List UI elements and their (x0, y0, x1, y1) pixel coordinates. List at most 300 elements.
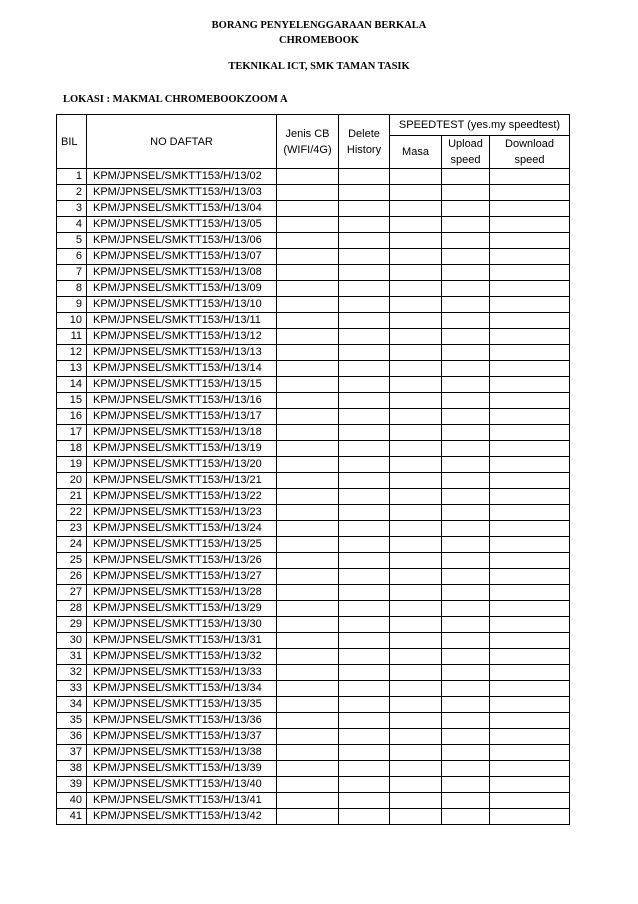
cell-bil: 24 (57, 537, 87, 553)
cell-bil: 17 (57, 425, 87, 441)
cell-jenis-cb[interactable] (277, 713, 339, 729)
cell-delete-history[interactable] (339, 169, 390, 185)
table-row (57, 313, 570, 329)
cell-download-speed[interactable] (490, 265, 570, 281)
cell-delete-history[interactable] (339, 425, 390, 441)
table-row (57, 393, 570, 409)
table-row (57, 761, 570, 777)
cell-download-speed[interactable] (490, 601, 570, 617)
cell-no-daftar: KPM/JPNSEL/SMKTT153/H/13/42 (87, 809, 277, 825)
cell-download-speed[interactable] (490, 809, 570, 825)
cell-download-speed[interactable] (490, 425, 570, 441)
cell-no-daftar: KPM/JPNSEL/SMKTT153/H/13/02 (87, 169, 277, 185)
cell-delete-history[interactable] (339, 409, 390, 425)
cell-delete-history[interactable] (339, 553, 390, 569)
cell-bil: 14 (57, 377, 87, 393)
table-row (57, 217, 570, 233)
cell-jenis-cb[interactable] (277, 665, 339, 681)
cell-jenis-cb[interactable] (277, 249, 339, 265)
cell-masa[interactable] (390, 665, 442, 681)
table-row (57, 409, 570, 425)
cell-jenis-cb[interactable] (277, 217, 339, 233)
cell-upload-speed[interactable] (442, 585, 490, 601)
cell-masa[interactable] (390, 553, 442, 569)
cell-download-speed[interactable] (490, 617, 570, 633)
cell-masa[interactable] (390, 729, 442, 745)
table-row (57, 377, 570, 393)
cell-download-speed[interactable] (490, 233, 570, 249)
cell-masa[interactable] (390, 585, 442, 601)
cell-no-daftar: KPM/JPNSEL/SMKTT153/H/13/29 (87, 601, 277, 617)
cell-upload-speed[interactable] (442, 233, 490, 249)
cell-upload-speed[interactable] (442, 249, 490, 265)
cell-jenis-cb[interactable] (277, 313, 339, 329)
cell-bil: 13 (57, 361, 87, 377)
cell-no-daftar: KPM/JPNSEL/SMKTT153/H/13/12 (87, 329, 277, 345)
cell-upload-speed[interactable] (442, 169, 490, 185)
cell-upload-speed[interactable] (442, 185, 490, 201)
table-row (57, 729, 570, 745)
cell-upload-speed[interactable] (442, 713, 490, 729)
header-jenis-cb-line2: (WIFI/4G) (283, 143, 332, 156)
cell-upload-speed[interactable] (442, 457, 490, 473)
cell-bil: 19 (57, 457, 87, 473)
cell-upload-speed[interactable] (442, 393, 490, 409)
cell-upload-speed[interactable] (442, 521, 490, 537)
cell-bil: 32 (57, 665, 87, 681)
cell-download-speed[interactable] (490, 553, 570, 569)
cell-masa[interactable] (390, 457, 442, 473)
cell-delete-history[interactable] (339, 489, 390, 505)
cell-upload-speed[interactable] (442, 489, 490, 505)
cell-jenis-cb[interactable] (277, 169, 339, 185)
cell-download-speed[interactable] (490, 345, 570, 361)
cell-bil: 34 (57, 697, 87, 713)
header-no-daftar: NO DAFTAR (87, 115, 277, 169)
cell-delete-history[interactable] (339, 777, 390, 793)
cell-masa[interactable] (390, 697, 442, 713)
cell-upload-speed[interactable] (442, 761, 490, 777)
cell-bil: 5 (57, 233, 87, 249)
cell-masa[interactable] (390, 265, 442, 281)
table-row (57, 265, 570, 281)
table-row (57, 793, 570, 809)
cell-masa[interactable] (390, 441, 442, 457)
cell-delete-history[interactable] (339, 505, 390, 521)
table-row (57, 617, 570, 633)
cell-no-daftar: KPM/JPNSEL/SMKTT153/H/13/28 (87, 585, 277, 601)
cell-download-speed[interactable] (490, 777, 570, 793)
cell-masa[interactable] (390, 473, 442, 489)
cell-masa[interactable] (390, 809, 442, 825)
cell-bil: 10 (57, 313, 87, 329)
cell-no-daftar: KPM/JPNSEL/SMKTT153/H/13/17 (87, 409, 277, 425)
cell-jenis-cb[interactable] (277, 777, 339, 793)
cell-no-daftar: KPM/JPNSEL/SMKTT153/H/13/40 (87, 777, 277, 793)
cell-no-daftar: KPM/JPNSEL/SMKTT153/H/13/18 (87, 425, 277, 441)
cell-jenis-cb[interactable] (277, 441, 339, 457)
cell-jenis-cb[interactable] (277, 681, 339, 697)
cell-download-speed[interactable] (490, 537, 570, 553)
cell-jenis-cb[interactable] (277, 569, 339, 585)
cell-masa[interactable] (390, 537, 442, 553)
cell-no-daftar: KPM/JPNSEL/SMKTT153/H/13/35 (87, 697, 277, 713)
header-download-speed (490, 136, 570, 169)
cell-jenis-cb[interactable] (277, 473, 339, 489)
cell-masa[interactable] (390, 649, 442, 665)
cell-download-speed[interactable] (490, 521, 570, 537)
cell-jenis-cb[interactable] (277, 617, 339, 633)
cell-delete-history[interactable] (339, 377, 390, 393)
cell-upload-speed[interactable] (442, 377, 490, 393)
cell-upload-speed[interactable] (442, 777, 490, 793)
cell-bil: 35 (57, 713, 87, 729)
cell-masa[interactable] (390, 409, 442, 425)
cell-jenis-cb[interactable] (277, 697, 339, 713)
cell-download-speed[interactable] (490, 185, 570, 201)
cell-masa[interactable] (390, 281, 442, 297)
cell-delete-history[interactable] (339, 601, 390, 617)
cell-delete-history[interactable] (339, 809, 390, 825)
cell-delete-history[interactable] (339, 233, 390, 249)
cell-download-speed[interactable] (490, 313, 570, 329)
cell-delete-history[interactable] (339, 185, 390, 201)
cell-bil: 33 (57, 681, 87, 697)
cell-no-daftar: KPM/JPNSEL/SMKTT153/H/13/26 (87, 553, 277, 569)
cell-bil: 20 (57, 473, 87, 489)
cell-jenis-cb[interactable] (277, 809, 339, 825)
cell-upload-speed[interactable] (442, 569, 490, 585)
header-jenis-cb-line1: Jenis CB (285, 127, 330, 140)
header-jenis-cb (277, 115, 339, 169)
cell-no-daftar: KPM/JPNSEL/SMKTT153/H/13/21 (87, 473, 277, 489)
cell-download-speed[interactable] (490, 697, 570, 713)
cell-masa[interactable] (390, 777, 442, 793)
cell-upload-speed[interactable] (442, 537, 490, 553)
cell-download-speed[interactable] (490, 665, 570, 681)
cell-delete-history[interactable] (339, 569, 390, 585)
cell-masa[interactable] (390, 233, 442, 249)
table-row (57, 441, 570, 457)
cell-bil: 21 (57, 489, 87, 505)
cell-jenis-cb[interactable] (277, 601, 339, 617)
header-delete-line2: History (346, 143, 382, 156)
cell-upload-speed[interactable] (442, 697, 490, 713)
cell-upload-speed[interactable] (442, 617, 490, 633)
cell-delete-history[interactable] (339, 361, 390, 377)
cell-masa[interactable] (390, 521, 442, 537)
cell-masa[interactable] (390, 249, 442, 265)
cell-masa[interactable] (390, 633, 442, 649)
cell-jenis-cb[interactable] (277, 201, 339, 217)
cell-upload-speed[interactable] (442, 441, 490, 457)
cell-bil: 30 (57, 633, 87, 649)
cell-masa[interactable] (390, 393, 442, 409)
cell-upload-speed[interactable] (442, 313, 490, 329)
cell-download-speed[interactable] (490, 297, 570, 313)
cell-download-speed[interactable] (490, 473, 570, 489)
cell-download-speed[interactable] (490, 505, 570, 521)
cell-jenis-cb[interactable] (277, 633, 339, 649)
cell-upload-speed[interactable] (442, 505, 490, 521)
table-row (57, 249, 570, 265)
cell-jenis-cb[interactable] (277, 425, 339, 441)
cell-bil: 1 (57, 169, 87, 185)
cell-bil: 37 (57, 745, 87, 761)
cell-jenis-cb[interactable] (277, 537, 339, 553)
cell-masa[interactable] (390, 201, 442, 217)
cell-masa[interactable] (390, 217, 442, 233)
cell-masa[interactable] (390, 169, 442, 185)
cell-no-daftar: KPM/JPNSEL/SMKTT153/H/13/06 (87, 233, 277, 249)
cell-download-speed[interactable] (490, 281, 570, 297)
cell-delete-history[interactable] (339, 249, 390, 265)
cell-upload-speed[interactable] (442, 217, 490, 233)
table-row (57, 297, 570, 313)
cell-upload-speed[interactable] (442, 633, 490, 649)
table-row (57, 505, 570, 521)
table-row (57, 185, 570, 201)
cell-no-daftar: KPM/JPNSEL/SMKTT153/H/13/37 (87, 729, 277, 745)
cell-masa[interactable] (390, 329, 442, 345)
cell-delete-history[interactable] (339, 585, 390, 601)
cell-download-speed[interactable] (490, 489, 570, 505)
cell-masa[interactable] (390, 617, 442, 633)
cell-bil: 8 (57, 281, 87, 297)
cell-jenis-cb[interactable] (277, 393, 339, 409)
cell-delete-history[interactable] (339, 729, 390, 745)
cell-delete-history[interactable] (339, 393, 390, 409)
cell-masa[interactable] (390, 601, 442, 617)
cell-delete-history[interactable] (339, 633, 390, 649)
cell-jenis-cb[interactable] (277, 457, 339, 473)
header-speedtest: SPEEDTEST (yes.my speedtest) (390, 115, 570, 136)
cell-upload-speed[interactable] (442, 201, 490, 217)
table-row (57, 345, 570, 361)
cell-jenis-cb[interactable] (277, 297, 339, 313)
cell-bil: 31 (57, 649, 87, 665)
cell-delete-history[interactable] (339, 457, 390, 473)
cell-upload-speed[interactable] (442, 729, 490, 745)
cell-delete-history[interactable] (339, 665, 390, 681)
table-row (57, 745, 570, 761)
header-upload-speed (442, 136, 490, 169)
cell-upload-speed[interactable] (442, 329, 490, 345)
cell-delete-history[interactable] (339, 697, 390, 713)
cell-masa[interactable] (390, 793, 442, 809)
cell-masa[interactable] (390, 489, 442, 505)
cell-jenis-cb[interactable] (277, 761, 339, 777)
cell-delete-history[interactable] (339, 313, 390, 329)
cell-no-daftar: KPM/JPNSEL/SMKTT153/H/13/33 (87, 665, 277, 681)
cell-bil: 15 (57, 393, 87, 409)
cell-download-speed[interactable] (490, 441, 570, 457)
cell-delete-history[interactable] (339, 617, 390, 633)
cell-upload-speed[interactable] (442, 425, 490, 441)
table-row (57, 681, 570, 697)
cell-upload-speed[interactable] (442, 681, 490, 697)
cell-jenis-cb[interactable] (277, 649, 339, 665)
cell-upload-speed[interactable] (442, 265, 490, 281)
cell-jenis-cb[interactable] (277, 409, 339, 425)
cell-jenis-cb[interactable] (277, 745, 339, 761)
cell-masa[interactable] (390, 425, 442, 441)
cell-upload-speed[interactable] (442, 361, 490, 377)
cell-download-speed[interactable] (490, 217, 570, 233)
cell-no-daftar: KPM/JPNSEL/SMKTT153/H/13/23 (87, 505, 277, 521)
cell-jenis-cb[interactable] (277, 377, 339, 393)
cell-bil: 36 (57, 729, 87, 745)
cell-bil: 27 (57, 585, 87, 601)
cell-jenis-cb[interactable] (277, 585, 339, 601)
cell-delete-history[interactable] (339, 217, 390, 233)
cell-download-speed[interactable] (490, 793, 570, 809)
cell-delete-history[interactable] (339, 649, 390, 665)
cell-jenis-cb[interactable] (277, 281, 339, 297)
cell-download-speed[interactable] (490, 169, 570, 185)
cell-delete-history[interactable] (339, 345, 390, 361)
cell-delete-history[interactable] (339, 441, 390, 457)
cell-download-speed[interactable] (490, 409, 570, 425)
header-upload-line2: speed (450, 154, 481, 166)
cell-jenis-cb[interactable] (277, 489, 339, 505)
cell-upload-speed[interactable] (442, 553, 490, 569)
cell-upload-speed[interactable] (442, 297, 490, 313)
cell-delete-history[interactable] (339, 713, 390, 729)
cell-no-daftar: KPM/JPNSEL/SMKTT153/H/13/20 (87, 457, 277, 473)
cell-masa[interactable] (390, 345, 442, 361)
cell-delete-history[interactable] (339, 281, 390, 297)
form-title: BORANG PENYELENGGARAAN BERKALA (211, 20, 427, 31)
header-download-line1: Download (505, 138, 554, 150)
cell-download-speed[interactable] (490, 745, 570, 761)
cell-delete-history[interactable] (339, 745, 390, 761)
cell-jenis-cb[interactable] (277, 361, 339, 377)
cell-no-daftar: KPM/JPNSEL/SMKTT153/H/13/36 (87, 713, 277, 729)
cell-delete-history[interactable] (339, 297, 390, 313)
cell-delete-history[interactable] (339, 681, 390, 697)
cell-no-daftar: KPM/JPNSEL/SMKTT153/H/13/38 (87, 745, 277, 761)
cell-jenis-cb[interactable] (277, 185, 339, 201)
cell-masa[interactable] (390, 745, 442, 761)
cell-delete-history[interactable] (339, 201, 390, 217)
cell-upload-speed[interactable] (442, 793, 490, 809)
cell-download-speed[interactable] (490, 361, 570, 377)
cell-no-daftar: KPM/JPNSEL/SMKTT153/H/13/03 (87, 185, 277, 201)
cell-upload-speed[interactable] (442, 473, 490, 489)
cell-no-daftar: KPM/JPNSEL/SMKTT153/H/13/07 (87, 249, 277, 265)
cell-bil: 25 (57, 553, 87, 569)
cell-jenis-cb[interactable] (277, 265, 339, 281)
cell-masa[interactable] (390, 761, 442, 777)
cell-download-speed[interactable] (490, 633, 570, 649)
cell-delete-history[interactable] (339, 793, 390, 809)
cell-masa[interactable] (390, 681, 442, 697)
cell-download-speed[interactable] (490, 649, 570, 665)
cell-masa[interactable] (390, 185, 442, 201)
cell-bil: 29 (57, 617, 87, 633)
cell-upload-speed[interactable] (442, 345, 490, 361)
cell-jenis-cb[interactable] (277, 729, 339, 745)
cell-delete-history[interactable] (339, 521, 390, 537)
cell-no-daftar: KPM/JPNSEL/SMKTT153/H/13/27 (87, 569, 277, 585)
table-row (57, 473, 570, 489)
cell-download-speed[interactable] (490, 329, 570, 345)
table-header (57, 115, 570, 169)
cell-masa[interactable] (390, 505, 442, 521)
cell-jenis-cb[interactable] (277, 345, 339, 361)
cell-jenis-cb[interactable] (277, 521, 339, 537)
cell-jenis-cb[interactable] (277, 233, 339, 249)
cell-jenis-cb[interactable] (277, 505, 339, 521)
cell-no-daftar: KPM/JPNSEL/SMKTT153/H/13/32 (87, 649, 277, 665)
cell-download-speed[interactable] (490, 729, 570, 745)
table-row (57, 201, 570, 217)
cell-delete-history[interactable] (339, 537, 390, 553)
cell-download-speed[interactable] (490, 761, 570, 777)
cell-no-daftar: KPM/JPNSEL/SMKTT153/H/13/14 (87, 361, 277, 377)
cell-bil: 18 (57, 441, 87, 457)
cell-no-daftar: KPM/JPNSEL/SMKTT153/H/13/39 (87, 761, 277, 777)
cell-no-daftar: KPM/JPNSEL/SMKTT153/H/13/16 (87, 393, 277, 409)
cell-jenis-cb[interactable] (277, 329, 339, 345)
cell-no-daftar: KPM/JPNSEL/SMKTT153/H/13/04 (87, 201, 277, 217)
cell-download-speed[interactable] (490, 585, 570, 601)
cell-download-speed[interactable] (490, 681, 570, 697)
cell-delete-history[interactable] (339, 329, 390, 345)
cell-masa[interactable] (390, 713, 442, 729)
cell-download-speed[interactable] (490, 393, 570, 409)
cell-download-speed[interactable] (490, 457, 570, 473)
cell-masa[interactable] (390, 313, 442, 329)
cell-upload-speed[interactable] (442, 649, 490, 665)
cell-download-speed[interactable] (490, 249, 570, 265)
cell-masa[interactable] (390, 569, 442, 585)
cell-delete-history[interactable] (339, 265, 390, 281)
table-row (57, 809, 570, 825)
cell-bil: 26 (57, 569, 87, 585)
cell-upload-speed[interactable] (442, 809, 490, 825)
cell-jenis-cb[interactable] (277, 553, 339, 569)
cell-delete-history[interactable] (339, 761, 390, 777)
cell-masa[interactable] (390, 377, 442, 393)
cell-bil: 7 (57, 265, 87, 281)
table-row (57, 649, 570, 665)
cell-masa[interactable] (390, 361, 442, 377)
cell-upload-speed[interactable] (442, 409, 490, 425)
table-row (57, 601, 570, 617)
table-row (57, 233, 570, 249)
cell-upload-speed[interactable] (442, 601, 490, 617)
cell-download-speed[interactable] (490, 713, 570, 729)
cell-delete-history[interactable] (339, 473, 390, 489)
cell-no-daftar: KPM/JPNSEL/SMKTT153/H/13/19 (87, 441, 277, 457)
cell-bil: 2 (57, 185, 87, 201)
table-row (57, 457, 570, 473)
cell-upload-speed[interactable] (442, 281, 490, 297)
cell-download-speed[interactable] (490, 377, 570, 393)
cell-download-speed[interactable] (490, 569, 570, 585)
cell-upload-speed[interactable] (442, 665, 490, 681)
table-row (57, 713, 570, 729)
cell-masa[interactable] (390, 297, 442, 313)
cell-bil: 12 (57, 345, 87, 361)
cell-upload-speed[interactable] (442, 745, 490, 761)
cell-download-speed[interactable] (490, 201, 570, 217)
cell-no-daftar: KPM/JPNSEL/SMKTT153/H/13/10 (87, 297, 277, 313)
cell-bil: 4 (57, 217, 87, 233)
cell-jenis-cb[interactable] (277, 793, 339, 809)
